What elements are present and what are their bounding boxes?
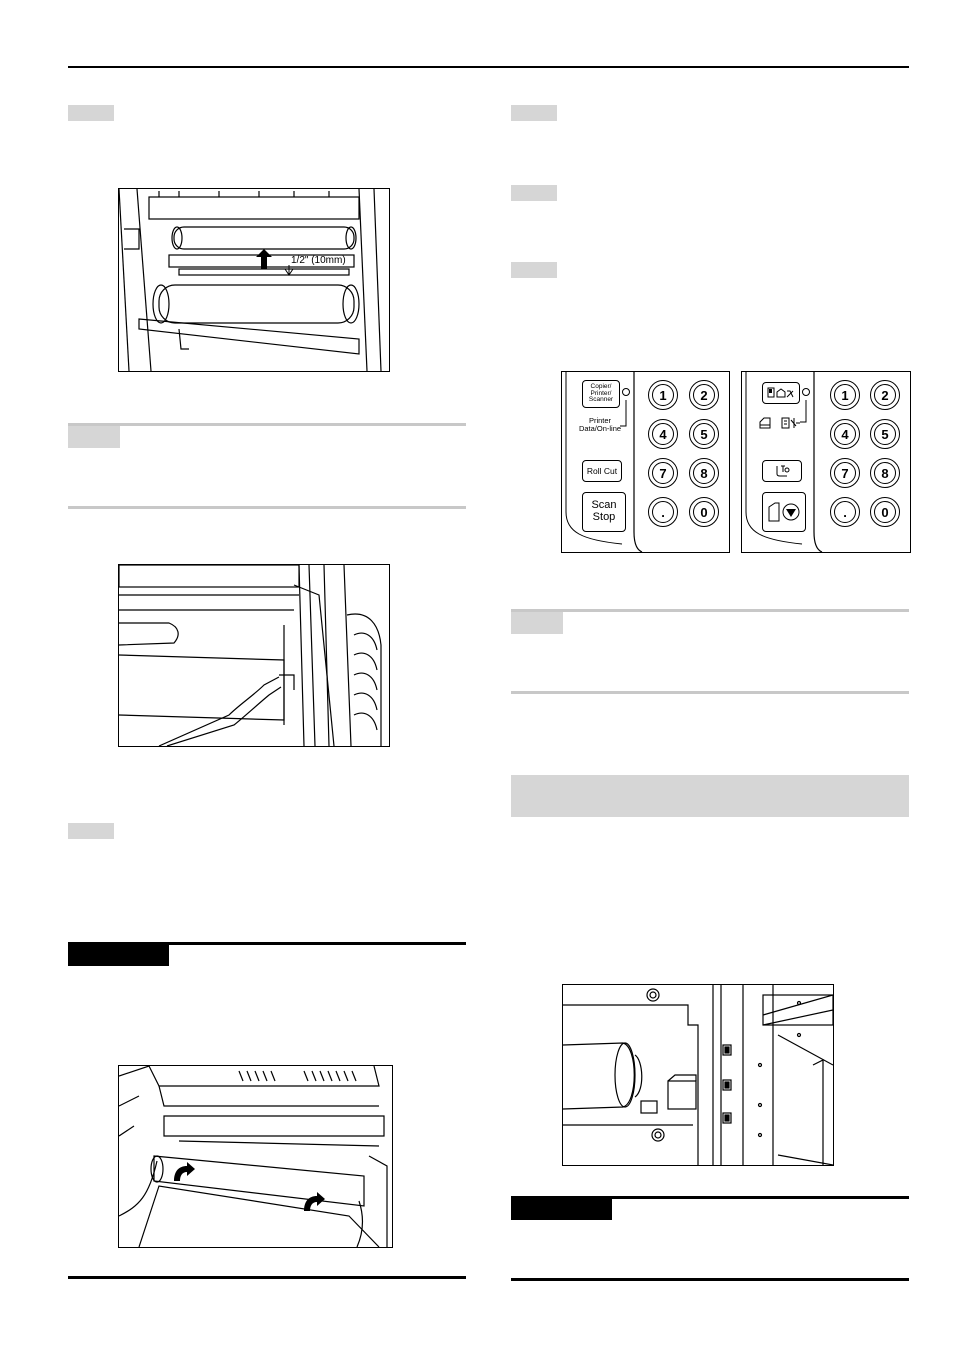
- step-tag-right-3: [511, 262, 557, 278]
- key-5[interactable]: 5: [870, 419, 900, 449]
- note-tag-right: [511, 612, 563, 634]
- scan-stop-icon-button[interactable]: [762, 492, 806, 532]
- caution-tag-right: [511, 1198, 612, 1220]
- roll-cut-icon: [773, 464, 791, 478]
- key-4[interactable]: 4: [830, 419, 860, 449]
- key-1[interactable]: 1: [830, 380, 860, 410]
- key-4[interactable]: 4: [648, 419, 678, 449]
- note-top-rule: [68, 423, 466, 426]
- figure-hands-paper: [118, 564, 390, 747]
- key-7[interactable]: 7: [648, 458, 678, 488]
- key-dot[interactable]: .: [830, 497, 860, 527]
- printer-data-online-label: Printer Data/On-line: [578, 416, 622, 434]
- right-bottom-rule: [511, 1278, 909, 1281]
- key-5[interactable]: 5: [689, 419, 719, 449]
- printer-online-icon: [758, 416, 818, 430]
- key-0[interactable]: 0: [689, 497, 719, 527]
- key-dot[interactable]: .: [648, 497, 678, 527]
- key-8[interactable]: 8: [689, 458, 719, 488]
- key-0[interactable]: 0: [870, 497, 900, 527]
- control-panel-left: [561, 371, 730, 553]
- note-bottom-rule: [68, 506, 466, 509]
- copier-printer-scanner-button[interactable]: Copier/ Printer/ Scanner: [582, 380, 620, 408]
- key-7[interactable]: 7: [830, 458, 860, 488]
- key-8[interactable]: 8: [870, 458, 900, 488]
- roll-cut-icon-button[interactable]: [762, 460, 802, 482]
- step-tag-left-1: [68, 105, 114, 121]
- scan-stop-button[interactable]: Scan Stop: [582, 492, 626, 532]
- header-rule: [68, 66, 909, 68]
- note-bottom-rule-right: [511, 691, 909, 694]
- left-bottom-rule: [68, 1276, 466, 1279]
- caution-tag-left: [68, 944, 169, 966]
- stop-icon: [767, 501, 801, 523]
- key-2[interactable]: 2: [689, 380, 719, 410]
- key-1[interactable]: 1: [648, 380, 678, 410]
- control-panel-right: [741, 371, 911, 553]
- figure-feed-rollers: [118, 188, 390, 372]
- figure-side-panel: [562, 984, 834, 1166]
- section-heading-band: [511, 775, 909, 817]
- mode-icon-button[interactable]: [762, 382, 800, 404]
- step-tag-left-2: [68, 823, 114, 839]
- step-tag-right-1: [511, 105, 557, 121]
- roll-cut-button[interactable]: Roll Cut: [582, 460, 622, 482]
- note-tag-left: [68, 426, 120, 448]
- figure-roll-paper: [118, 1065, 393, 1248]
- copier-printer-scanner-icon: [766, 386, 796, 400]
- note-top-rule-right: [511, 609, 909, 612]
- key-2[interactable]: 2: [870, 380, 900, 410]
- step-tag-right-2: [511, 185, 557, 201]
- dimension-label: 1/2" (10mm): [291, 255, 346, 266]
